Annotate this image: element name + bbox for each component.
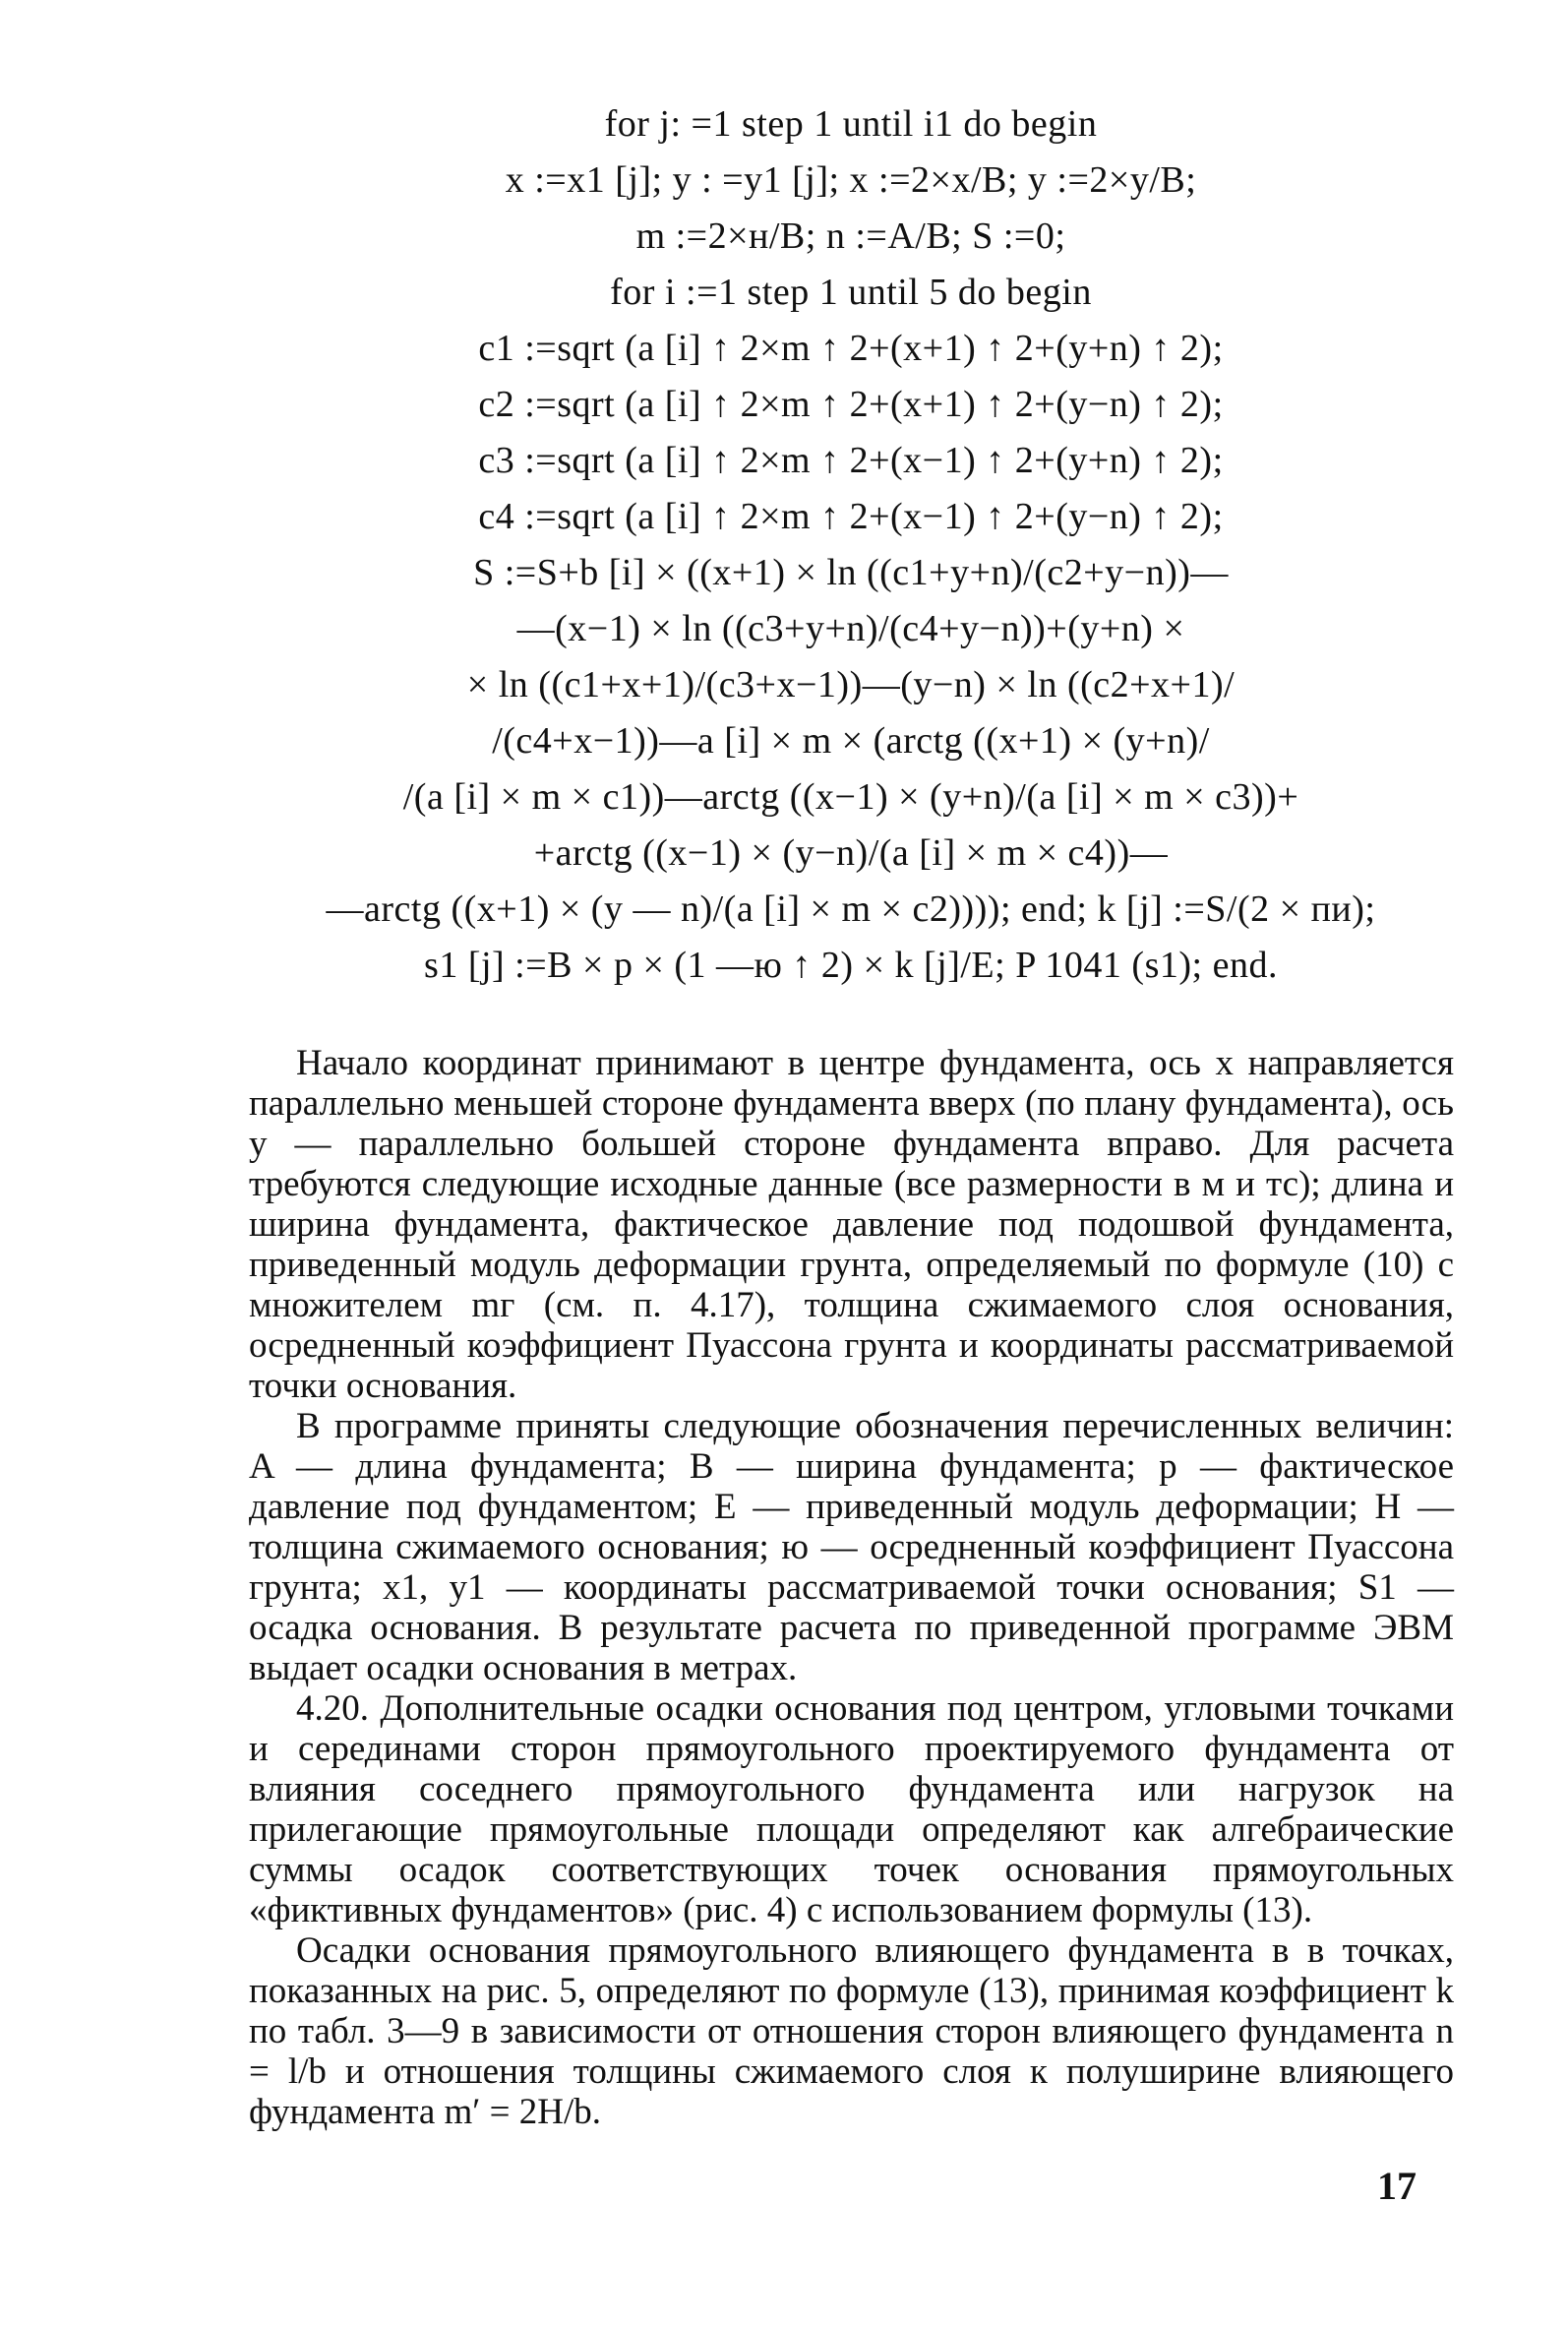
code-line: /(a [i] × m × c1))—arctg ((x−1) × (y+n)/(a [i] × m × c3))+ [402, 776, 1299, 818]
code-line: c1 :=sqrt (a [i] ↑ 2×m ↑ 2+(x+1) ↑ 2+(y+n) ↑ 2); [478, 328, 1224, 369]
paragraph-influencing-foundation: Осадки основания прямоугольного влияющего фундамента в в точках, показанных на рис. 5, определяют по формуле (13), принимая коэффициент k по табл. 3—9 в зависимости от отношения сторон влияющего фундамента n = l/b и отношения толщины сжимаемого слоя к полуширине влияющего фундамента m′ = 2H/b. [249, 1930, 1454, 2132]
page-number: 17 [1377, 2164, 1417, 2208]
code-line: —(x−1) × ln ((c3+y+n)/(c4+y−n))+(y+n) × [516, 608, 1185, 649]
code-line: c3 :=sqrt (a [i] ↑ 2×m ↑ 2+(x−1) ↑ 2+(y+n) ↑ 2); [478, 440, 1224, 481]
paragraph-section-4-20: 4.20. Дополнительные осадки основания под центром, угловыми точками и серединами сторон прямоугольного проектируемого фундамента от влияния соседнего прямоугольного фундамента или нагрузок на прилегающие прямоугольные площади определяют как алгебраические суммы осадок соответствующих точек основания прямоугольных «фиктивных фундаментов» (рис. 4) с использованием формулы (13). [249, 1688, 1454, 1930]
code-line: c4 :=sqrt (a [i] ↑ 2×m ↑ 2+(x−1) ↑ 2+(y−n) ↑ 2); [478, 496, 1224, 537]
paragraph-notation: В программе приняты следующие обозначения перечисленных величин: A — длина фундамента; B — ширина фундамента; p — фактическое давление под фундаментом; E — приведенный модуль деформации; Н — толщина сжимаемого основания; ю — осредненный коэффициент Пуассона грунта; x1, y1 — координаты рассматриваемой точки основания; S1 — осадка основания. В результате расчета по приведенной программе ЭВМ выдает осадки основания в метрах. [249, 1406, 1454, 1688]
code-line: x :=x1 [j]; y : =y1 [j]; x :=2×x/B; y :=2×y/B; [505, 159, 1197, 201]
code-line: for i :=1 step 1 until 5 do begin [610, 272, 1092, 313]
code-line: S :=S+b [i] × ((x+1) × ln ((c1+y+n)/(c2+y−n))— [473, 552, 1229, 593]
code-line: s1 [j] :=B × p × (1 —ю ↑ 2) × k [j]/E; P 1041 (s1); end. [424, 945, 1278, 986]
code-line: /(c4+x−1))—a [i] × m × (arctg ((x+1) × (y+n)/ [492, 720, 1210, 762]
code-line: —arctg ((x+1) × (y — n)/(a [i] × m × c2)))); end; k [j] :=S/(2 × пи); [326, 888, 1376, 930]
paragraph-coordinates: Начало координат принимают в центре фундамента, ось x направляется параллельно меньшей стороне фундамента вверх (по плану фундамента), ось y — параллельно большей стороне фундамента вправо. Для расчета требуются следующие исходные данные (все размерности в м и тс); длина и ширина фундамента, фактическое давление под подошвой фундамента, приведенный модуль деформации грунта, определяемый по формуле (10) с множителем mг (см. п. 4.17), толщина сжимаемого слоя основания, осредненный коэффициент Пуассона грунта и координаты рассматриваемой точки основания. [249, 1043, 1454, 1406]
code-line: +arctg ((x−1) × (y−n)/(a [i] × m × c4))— [533, 832, 1169, 874]
code-line: for j: =1 step 1 until i1 do begin [604, 103, 1098, 145]
code-line: c2 :=sqrt (a [i] ↑ 2×m ↑ 2+(x+1) ↑ 2+(y−n) ↑ 2); [478, 384, 1224, 425]
code-line: m :=2×н/B; n :=A/B; S :=0; [635, 215, 1066, 257]
code-line: × ln ((c1+x+1)/(c3+x−1))—(y−n) × ln ((c2+x+1)/ [466, 664, 1236, 705]
algorithm-code-block [246, 96, 1456, 994]
body-text [249, 1043, 1454, 2132]
